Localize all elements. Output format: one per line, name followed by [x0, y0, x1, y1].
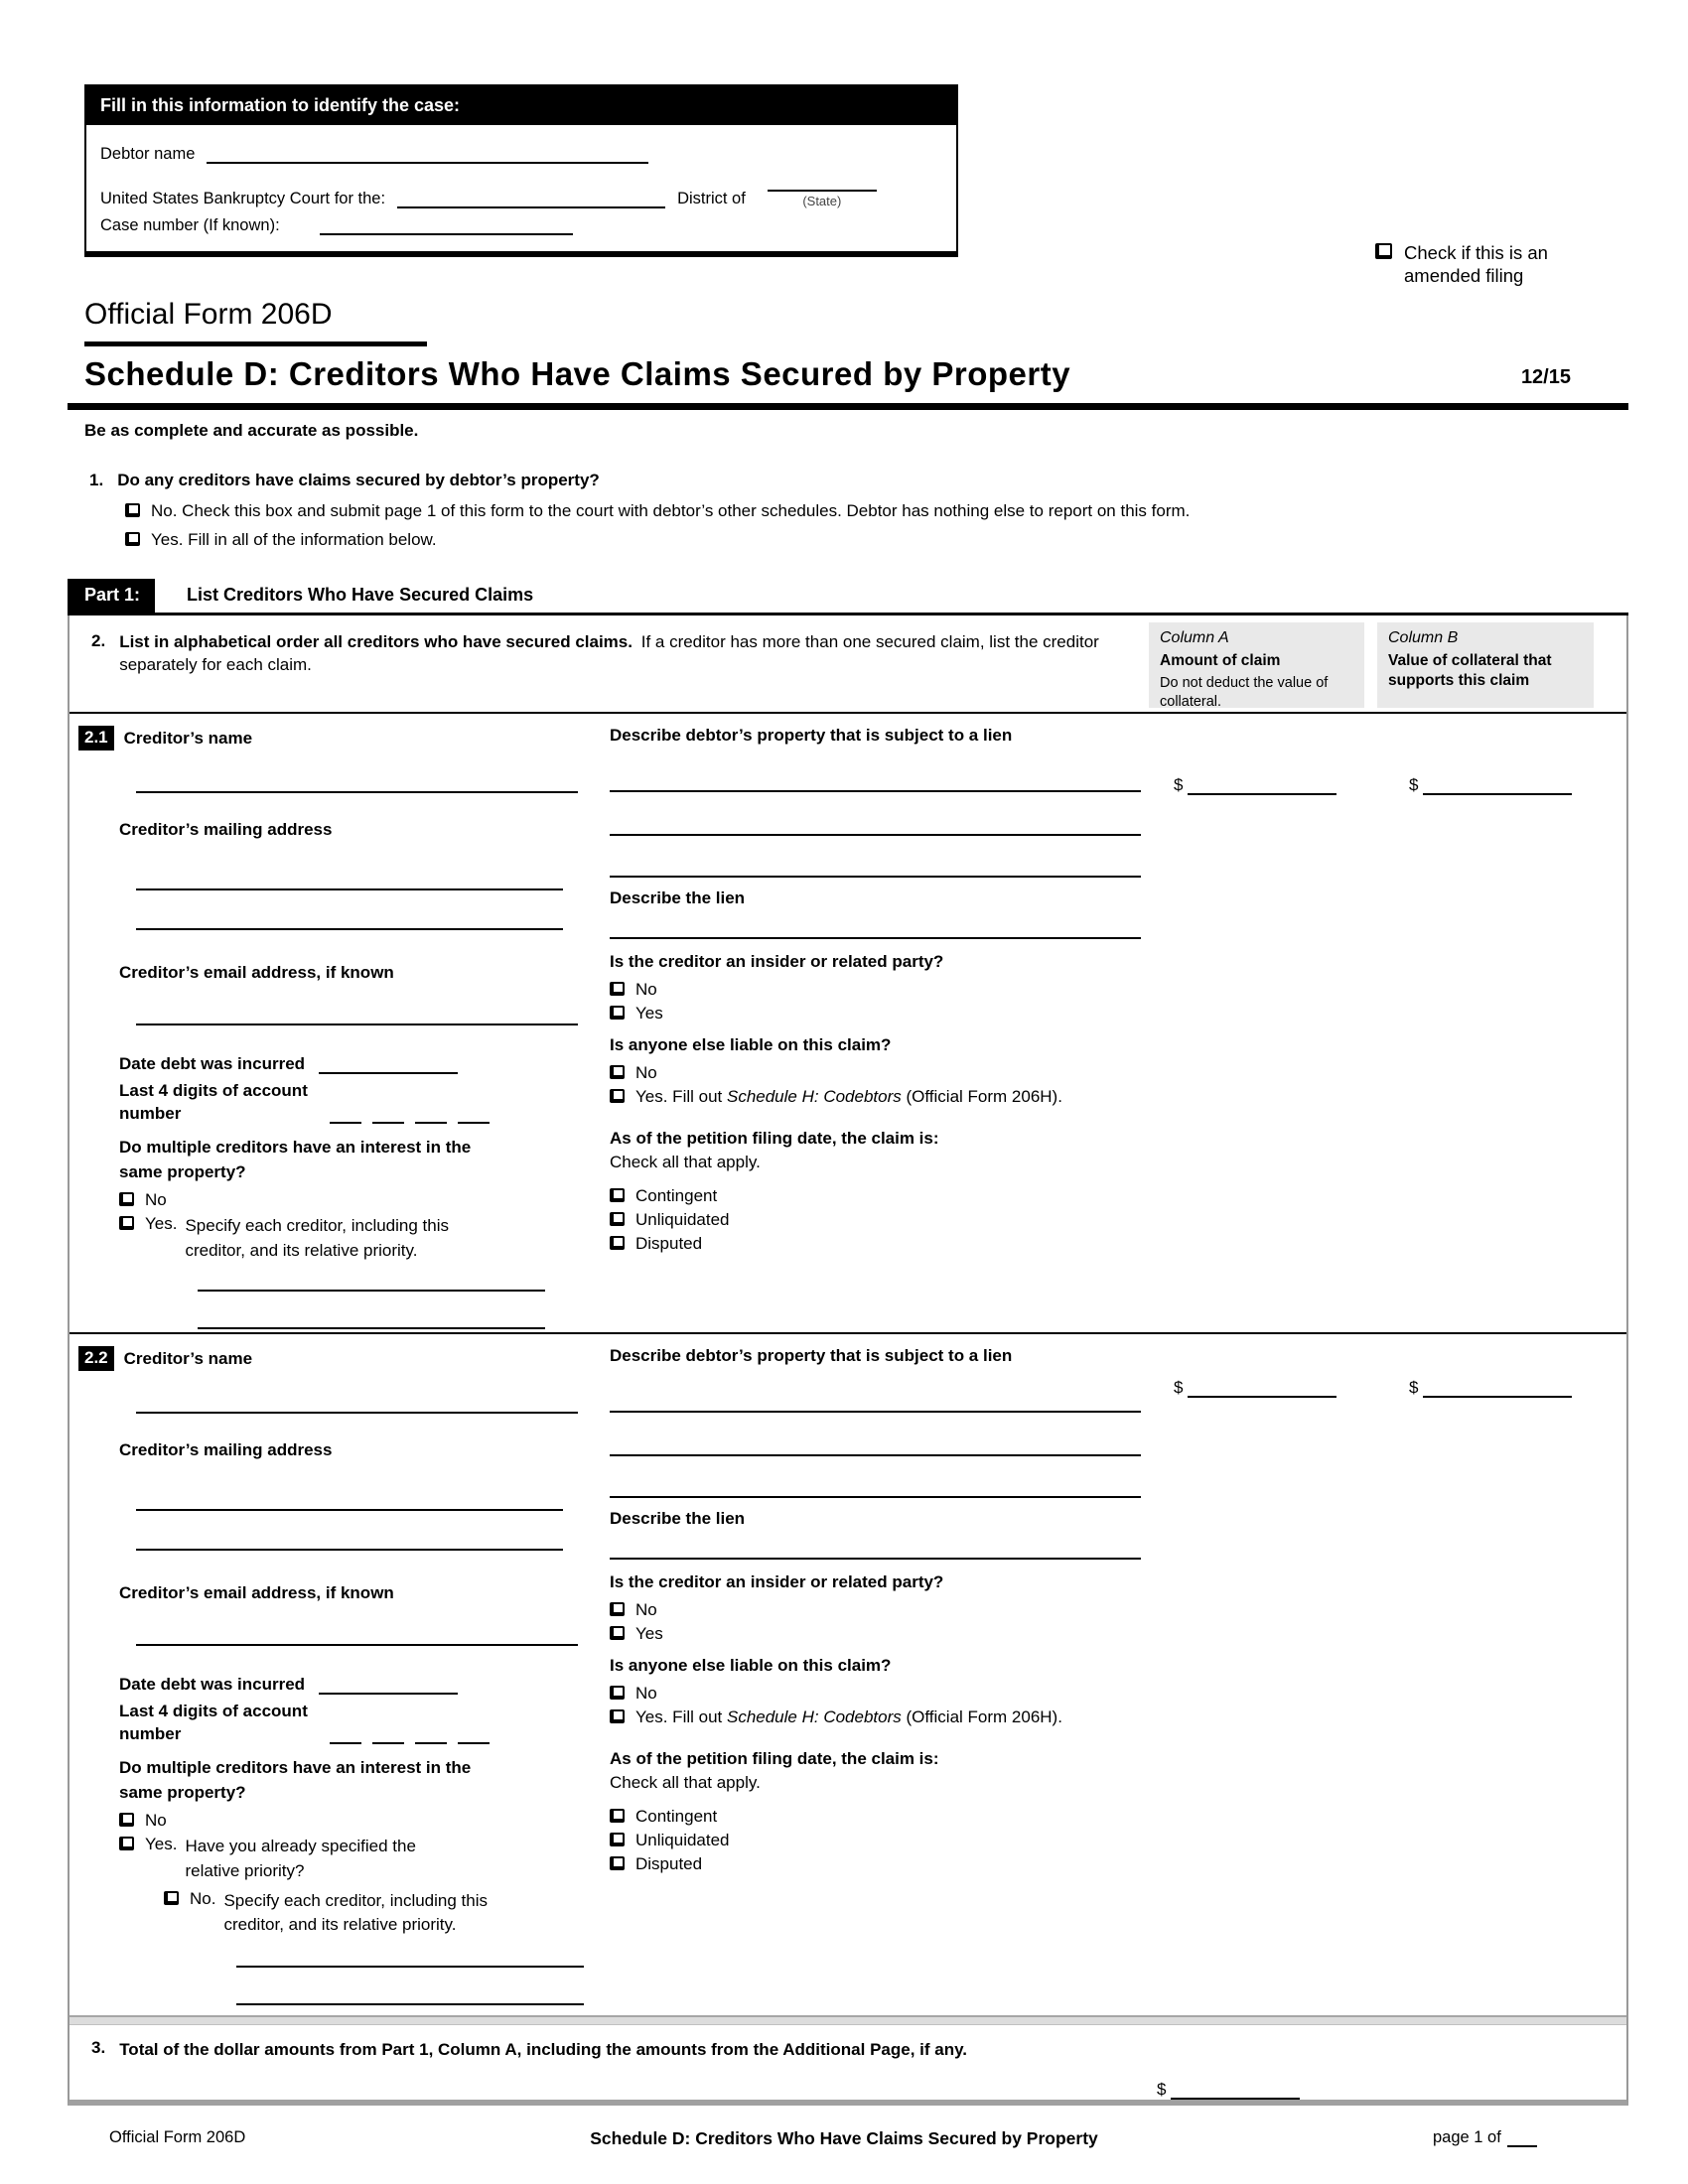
email-label: Creditor’s email address, if known	[119, 1583, 394, 1602]
date-debt-label: Date debt was incurred	[119, 1675, 306, 1694]
question-2-number: 2.	[91, 631, 106, 650]
multi-yes-prefix: Yes.	[145, 1835, 178, 1854]
liable-yes-pre: Yes. Fill out	[635, 1707, 723, 1726]
row-2-2-badge: 2.2	[78, 1346, 114, 1371]
mailing-address-label: Creditor’s mailing address	[119, 820, 333, 839]
liable-yes-post: (Official Form 206H).	[906, 1087, 1062, 1106]
liable-yes-checkbox[interactable]	[610, 1709, 625, 1723]
last4-digit-lines[interactable]	[330, 1110, 490, 1126]
priority-line-2[interactable]	[198, 1315, 545, 1329]
contingent-label: Contingent	[635, 1807, 718, 1826]
mailing-address-line-2[interactable]	[136, 1537, 563, 1551]
insider-yes-checkbox[interactable]	[610, 1006, 625, 1020]
debtor-name-label: Debtor name	[100, 145, 196, 163]
q1-yes-label: Yes. Fill in all of the information below.	[151, 530, 437, 549]
amended-filing-option	[1375, 241, 1623, 287]
priority-sub-no-prefix: No.	[190, 1889, 216, 1909]
contingent-label: Contingent	[635, 1186, 718, 1205]
creditor-row-2-2	[70, 1332, 1626, 2015]
lien-label: Describe the lien	[610, 1509, 746, 1528]
last4-label: Last 4 digits of account number	[119, 1081, 308, 1123]
creditor-row-2-1	[70, 712, 1626, 1332]
priority-line-1[interactable]	[236, 1954, 584, 1968]
multi-no-label: No	[145, 1811, 167, 1831]
page-footer	[0, 2128, 1688, 2158]
footer-form-number: Official Form 206D	[109, 2128, 246, 2146]
priority-line-1[interactable]	[198, 1278, 545, 1292]
mailing-address-label: Creditor’s mailing address	[119, 1440, 333, 1459]
column-a-title: Amount of claim	[1160, 651, 1281, 669]
state-hint: (State)	[802, 194, 842, 208]
value-of-collateral-field	[1409, 1378, 1626, 1398]
case-identification-box	[84, 84, 958, 257]
insider-no-checkbox[interactable]	[610, 982, 625, 996]
property-line-3[interactable]	[610, 864, 1141, 878]
check-all-hint: Check all that apply.	[610, 1773, 761, 1792]
question-2-header-row	[70, 615, 1626, 712]
mailing-address-line-1[interactable]	[136, 1497, 563, 1511]
disputed-label: Disputed	[635, 1234, 703, 1253]
multi-yes-prefix: Yes.	[145, 1214, 178, 1234]
liable-yes-schedule: Schedule H: Codebtors	[726, 1707, 902, 1726]
contingent-checkbox[interactable]	[610, 1809, 625, 1823]
lien-line[interactable]	[610, 925, 1141, 939]
insider-question: Is the creditor an insider or related party?	[610, 1572, 944, 1591]
dollar-sign: $	[1157, 2080, 1167, 2099]
title-rule	[68, 403, 1628, 410]
property-line-1[interactable]	[610, 1399, 1141, 1413]
dollar-sign: $	[1409, 775, 1419, 794]
row-separator	[70, 2015, 1626, 2025]
multi-no-label: No	[145, 1190, 167, 1210]
part-1-label: Part 1:	[68, 579, 155, 613]
date-debt-label: Date debt was incurred	[119, 1054, 306, 1073]
amount-of-claim-field	[1174, 775, 1409, 795]
page-title: Schedule D: Creditors Who Have Claims Secured by Property	[84, 355, 1071, 392]
debtor-name-input-line[interactable]	[207, 150, 648, 164]
creditor-name-input-line[interactable]	[136, 779, 578, 793]
part-1-title: List Creditors Who Have Secured Claims	[187, 585, 534, 605]
last4-label: Last 4 digits of account number	[119, 1702, 308, 1743]
liable-no-label: No	[635, 1684, 657, 1703]
value-of-collateral-input-line[interactable]	[1423, 779, 1572, 795]
creditor-name-label: Creditor’s name	[123, 729, 253, 748]
insider-yes-label: Yes	[635, 1624, 663, 1643]
multi-no-checkbox[interactable]	[119, 1813, 134, 1827]
total-row	[70, 2025, 1626, 2100]
property-line-1[interactable]	[610, 778, 1141, 792]
property-line-3[interactable]	[610, 1484, 1141, 1498]
value-of-collateral-field	[1409, 775, 1626, 795]
dollar-sign: $	[1409, 1378, 1419, 1397]
case-box-banner: Fill in this information to identify the case:	[86, 86, 956, 125]
q1-yes-checkbox[interactable]	[125, 532, 140, 546]
claim-status-question: As of the petition filing date, the claim is:	[610, 1749, 939, 1768]
liable-no-checkbox[interactable]	[610, 1065, 625, 1079]
column-a-name: Column A	[1160, 629, 1229, 646]
column-b-header	[1377, 622, 1594, 708]
court-label: United States Bankruptcy Court for the:	[100, 190, 386, 207]
priority-sub-no-text: Specify each creditor, including this creditor, and its relative priority.	[223, 1891, 489, 1935]
property-label: Describe debtor’s property that is subject to a lien	[610, 726, 1013, 745]
row-2-1-badge: 2.1	[78, 726, 114, 751]
unliquidated-checkbox[interactable]	[610, 1212, 625, 1226]
form-number-rule	[84, 341, 427, 346]
question-3-number: 3.	[91, 2038, 106, 2057]
liable-no-checkbox[interactable]	[610, 1686, 625, 1700]
multiple-creditors-question: Do multiple creditors have an interest in the same property?	[119, 1137, 472, 1181]
unliquidated-label: Unliquidated	[635, 1831, 730, 1849]
last4-digit-lines[interactable]	[330, 1730, 490, 1746]
footer-page-total-line	[1507, 2133, 1537, 2147]
column-b-title: Value of collateral that supports this claim	[1388, 651, 1552, 689]
email-input-line[interactable]	[136, 1632, 578, 1646]
disputed-label: Disputed	[635, 1854, 703, 1873]
creditor-name-label: Creditor’s name	[123, 1349, 253, 1368]
priority-line-2[interactable]	[236, 1991, 584, 2005]
email-input-line[interactable]	[136, 1012, 578, 1025]
footer-title: Schedule D: Creditors Who Have Claims Secured by Property	[590, 2128, 1098, 2148]
dollar-sign: $	[1174, 1378, 1184, 1397]
liable-question: Is anyone else liable on this claim?	[610, 1035, 892, 1054]
disputed-checkbox[interactable]	[610, 1856, 625, 1870]
total-amount-input-line[interactable]	[1171, 2084, 1300, 2100]
dollar-sign: $	[1174, 775, 1184, 794]
liable-yes-pre: Yes. Fill out	[635, 1087, 723, 1106]
subtitle: Be as complete and accurate as possible.	[84, 421, 419, 440]
column-a-header	[1149, 622, 1364, 708]
part-1-header	[68, 579, 1628, 618]
creditor-name-input-line[interactable]	[136, 1400, 578, 1414]
amended-filing-checkbox[interactable]	[1375, 243, 1392, 259]
amount-of-claim-input-line[interactable]	[1188, 1382, 1336, 1398]
form-version: 12/15	[1520, 366, 1571, 388]
property-line-2[interactable]	[610, 822, 1141, 836]
total-amount-field	[1157, 2046, 1300, 2100]
unliquidated-checkbox[interactable]	[610, 1833, 625, 1846]
contingent-checkbox[interactable]	[610, 1188, 625, 1202]
footer-page-label: page 1 of	[1433, 2128, 1501, 2146]
disputed-checkbox[interactable]	[610, 1236, 625, 1250]
insider-no-checkbox[interactable]	[610, 1602, 625, 1616]
liable-yes-schedule: Schedule H: Codebtors	[726, 1087, 902, 1106]
check-all-hint: Check all that apply.	[610, 1153, 761, 1171]
case-number-label: Case number (If known):	[100, 216, 280, 234]
value-of-collateral-input-line[interactable]	[1423, 1382, 1572, 1398]
amount-of-claim-input-line[interactable]	[1188, 779, 1336, 795]
mailing-address-line-2[interactable]	[136, 916, 563, 930]
q1-no-checkbox[interactable]	[125, 503, 140, 517]
question-3-text: Total of the dollar amounts from Part 1, Column A, including the amounts from the Additional Page, if any.	[119, 2040, 968, 2059]
property-label: Describe debtor’s property that is subject to a lien	[610, 1346, 1013, 1365]
claim-status-question: As of the petition filing date, the claim is:	[610, 1129, 939, 1148]
insider-yes-checkbox[interactable]	[610, 1626, 625, 1640]
lien-line[interactable]	[610, 1546, 1141, 1560]
insider-no-label: No	[635, 1600, 657, 1619]
liable-question: Is anyone else liable on this claim?	[610, 1656, 892, 1675]
question-1	[89, 471, 1618, 550]
email-label: Creditor’s email address, if known	[119, 963, 394, 982]
form-number: Official Form 206D	[84, 298, 333, 331]
date-debt-input-line[interactable]	[319, 1060, 458, 1074]
column-b-name: Column B	[1388, 629, 1459, 646]
district-of-label: District of	[677, 190, 746, 207]
amount-of-claim-field	[1174, 1378, 1409, 1398]
liable-yes-checkbox[interactable]	[610, 1089, 625, 1103]
liable-yes-post: (Official Form 206H).	[906, 1707, 1062, 1726]
multi-yes-checkbox[interactable]	[119, 1837, 134, 1850]
mailing-address-line-1[interactable]	[136, 877, 563, 890]
insider-question: Is the creditor an insider or related party?	[610, 952, 944, 971]
multi-yes-checkbox[interactable]	[119, 1216, 134, 1230]
insider-yes-label: Yes	[635, 1004, 663, 1023]
multi-yes-text: Have you already specified the relative priority?	[185, 1837, 416, 1880]
question-2-lead: List in alphabetical order all creditors who have secured claims.	[119, 632, 633, 651]
property-line-2[interactable]	[610, 1442, 1141, 1456]
question-1-number: 1.	[89, 471, 104, 489]
lien-label: Describe the lien	[610, 888, 746, 907]
multi-no-checkbox[interactable]	[119, 1192, 134, 1206]
liable-no-label: No	[635, 1063, 657, 1082]
court-district-input-line[interactable]	[397, 195, 665, 208]
priority-sub-no-checkbox[interactable]	[164, 1891, 179, 1905]
amended-filing-label: Check if this is an amended filing	[1404, 242, 1548, 287]
state-input-line[interactable]	[768, 178, 877, 192]
multi-yes-text: Specify each creditor, including this creditor, and its relative priority.	[185, 1216, 450, 1260]
multiple-creditors-question: Do multiple creditors have an interest in the same property?	[119, 1757, 472, 1802]
secured-claims-table	[68, 615, 1628, 2106]
unliquidated-label: Unliquidated	[635, 1210, 730, 1229]
column-a-note: Do not deduct the value of collateral.	[1160, 674, 1329, 710]
question-1-text: Do any creditors have claims secured by debtor’s property?	[117, 471, 600, 489]
q1-no-label: No. Check this box and submit page 1 of this form to the court with debtor’s other schedules. Debtor has nothing else to report on this form.	[151, 501, 1191, 520]
case-number-input-line[interactable]	[320, 221, 573, 235]
date-debt-input-line[interactable]	[319, 1681, 458, 1695]
insider-no-label: No	[635, 980, 657, 999]
question-2-rest: If a creditor has more than one secured claim, list the creditor separately for each claim.	[119, 632, 1099, 674]
